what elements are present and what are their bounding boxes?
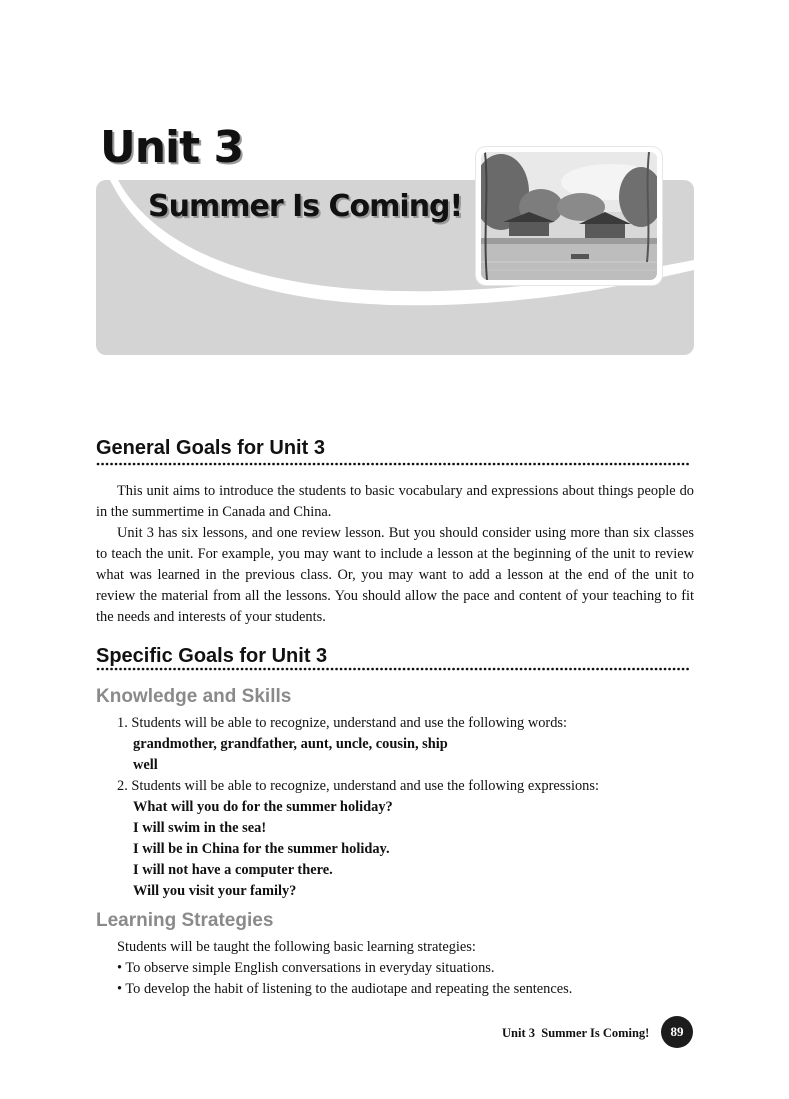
general-goals-paragraph-1: This unit aims to introduce the students to basic vocabulary and expressions about things people do in the summertime in Canada and China. [96, 483, 694, 520]
general-goals-heading: General Goals for Unit 3 [96, 437, 325, 459]
specific-goals-heading: Specific Goals for Unit 3 [96, 645, 328, 667]
knowledge-skills-subheading: Knowledge and Skills [96, 686, 292, 707]
section-divider-dots [96, 665, 694, 673]
unit-label: Unit 3 [100, 122, 244, 173]
general-goals-paragraph-2: Unit 3 has six lessons, and one review lesson. But you should consider using more than six classes to teach the unit. For example, you may want to include a lesson at the beginning of the unit to review what was learned in the previous class. Or, you may want to add a lesson at the end of the unit to review the material from all the lessons. You should allow the pace and content of your teaching to fit the needs and interests of your students. [96, 525, 694, 625]
strategy-bullet: • To develop the habit of listening to the audiotape and repeating the sentences. [117, 981, 573, 997]
expression-line: Will you visit your family? [133, 883, 297, 899]
expression-line: I will be in China for the summer holiday. [133, 841, 390, 857]
strategies-intro: Students will be taught the following basic learning strategies: [117, 939, 476, 955]
page-number: 89 [661, 1016, 693, 1048]
unit-title: Summer Is Coming! [148, 189, 463, 224]
vocabulary-words-2: well [133, 757, 158, 773]
pavilion-lake-photo-icon [481, 152, 657, 280]
expression-line: I will swim in the sea! [133, 820, 267, 836]
unit-photo [476, 147, 662, 285]
knowledge-item-2: 2. Students will be able to recognize, understand and use the following expressions: [117, 778, 599, 794]
learning-strategies-subheading: Learning Strategies [96, 910, 274, 931]
expression-line: What will you do for the summer holiday? [133, 799, 393, 815]
knowledge-item-1: 1. Students will be able to recognize, understand and use the following words: [117, 715, 568, 731]
running-footer-title: Unit 3 Summer Is Coming! [502, 1026, 650, 1040]
section-divider-dots [96, 460, 694, 468]
vocabulary-words-1: grandmother, grandfather, aunt, uncle, cousin, ship [133, 736, 448, 752]
strategy-bullet: • To observe simple English conversations in everyday situations. [117, 960, 495, 976]
expression-line: I will not have a computer there. [133, 862, 333, 878]
